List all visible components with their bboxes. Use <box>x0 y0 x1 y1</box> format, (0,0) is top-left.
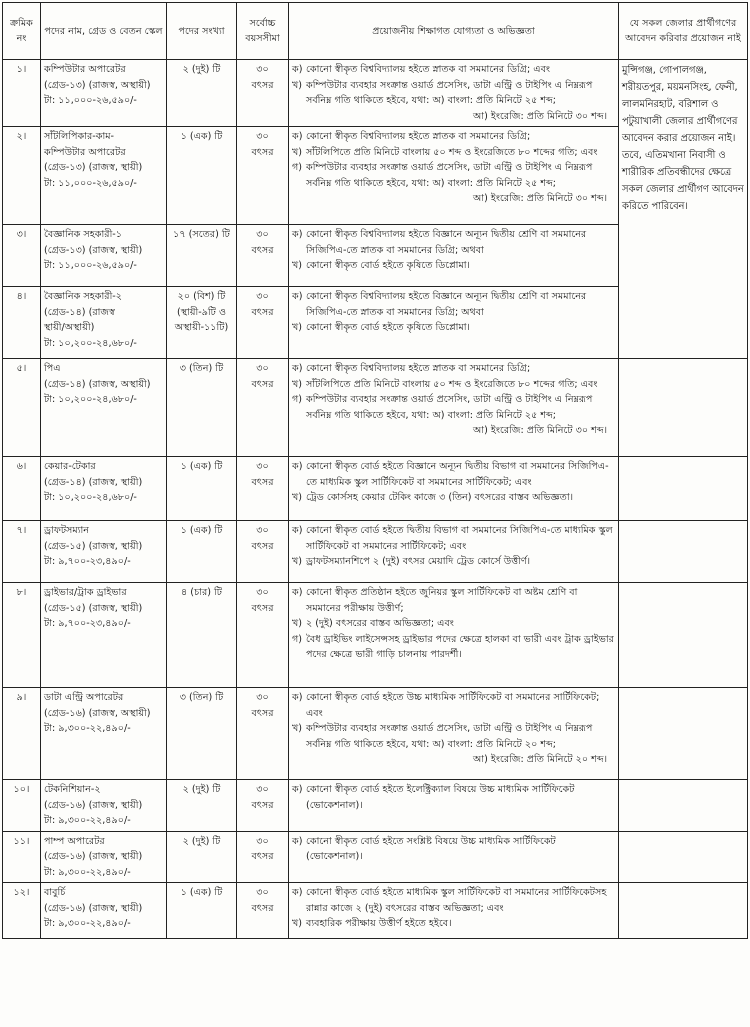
district-note-cell: মুন্সিগঞ্জ, গোপালগঞ্জ, শরীয়তপুর, ময়মনসিংহ, ফেনী, লালমনিরহাট, বরিশাল ও পটুয়াখালী জেলার প্রার্থীগণের আবেদন করার প্রয়োজন নাই। তবে, এতিমখানা নিবাসী ও শারীরিক প্রতিবন্ধীদের ক্ষেত্রে সকল জেলার প্রার্থীগণ আবেদন করিতে পারিবেন। <box>619 60 748 359</box>
requirement-text: ড্রাফটসম্যানশিপে ২ (দুই) বৎসর মেয়াদি ট্রেড কোর্সে উত্তীর্ণ। <box>306 556 531 567</box>
requirement-text: কোনো স্বীকৃত বোর্ড হইতে সংশ্লিষ্ট বিষয়ে উচ্চ মাধ্যমিক সার্টিফিকেট (ভোকেশনাল)। <box>306 835 556 862</box>
header-qualification: প্রয়োজনীয় শিক্ষাগত যোগ্যতা ও অভিজ্ঞতা <box>289 3 619 60</box>
post-detail: টা: ৯,৩০০-২২,৪৯০/- <box>44 815 131 826</box>
qualification-cell <box>289 780 619 832</box>
requirement-text: কম্পিউটার ব্যবহার সংক্রান্ত ওয়ার্ড প্রসেসিং, ডাটা এন্ট্রি ও টাইপিং এ নিম্নরূপ সর্বনিম্ন গতি থাকিতে হইবে, যথা: অ) বাংলা: প্রতি মিনিটে ২৫ শব্দ; <box>306 394 593 421</box>
requirement-item <box>292 721 615 752</box>
requirement-item <box>292 885 615 916</box>
requirement-marker: ক) <box>292 587 303 598</box>
age-value: ৩০ <box>256 587 269 598</box>
age-cell <box>237 287 289 359</box>
district-empty-cell <box>619 883 748 939</box>
age-value: ৩০ <box>256 229 269 240</box>
qualification-cell <box>289 883 619 939</box>
table-row <box>3 583 748 688</box>
header-post: পদের নাম, গ্রেড ও বেতন স্কেল <box>41 3 167 60</box>
requirement-marker: ক) <box>292 64 303 75</box>
post-detail: টা: ৯,৭০০-২৩,৪৯০/- <box>44 618 131 629</box>
age-unit: বৎসর <box>251 902 274 914</box>
requirement-item <box>292 490 615 506</box>
qualification-cell <box>289 287 619 359</box>
post-detail: (গ্রেড-১৪) (রাজস্ব <box>44 306 115 318</box>
serial-cell: ৫। <box>3 359 41 457</box>
post-name: টেকনিশিয়ান-২ <box>44 784 101 795</box>
table-row <box>3 60 748 127</box>
requirement-marker: গ) <box>292 162 303 173</box>
post-detail: (গ্রেড-১৬) (রাজস্ব, স্থায়ী) <box>44 902 143 914</box>
post-cell <box>41 287 167 359</box>
requirement-text: কোনো স্বীকৃত বোর্ড হইতে কৃষিতে ডিপ্লোমা। <box>306 260 470 271</box>
requirement-text: কম্পিউটার ব্যবহার সংক্রান্ত ওয়ার্ড প্রসেসিং, ডাটা এন্ট্রি ও টাইপিং এ নিম্নরূপ সর্বনিম্ন গতি থাকিতে হইবে, যথা: অ) বাংলা: প্রতি মিনিটে ২৫ শব্দ; <box>306 162 593 189</box>
post-name: কম্পিউটার অপারেটর <box>44 64 126 75</box>
serial-cell: ১। <box>3 60 41 127</box>
age-value: ৩০ <box>256 692 269 703</box>
requirement-item <box>292 258 615 274</box>
table-body <box>3 60 748 939</box>
requirement-marker: ক) <box>292 229 303 240</box>
requirement-item <box>292 554 615 570</box>
requirement-marker: খ) <box>292 492 303 503</box>
post-detail: (গ্রেড-১৪) (রাজস্ব, স্থায়ী) <box>44 476 143 488</box>
requirement-item <box>292 690 615 721</box>
district-empty-cell <box>619 521 748 583</box>
qualification-cell <box>289 359 619 457</box>
requirement-item: আ) ইংরেজি: প্রতি মিনিটে ২০ শব্দ। <box>472 754 607 765</box>
requirement-marker: খ) <box>292 378 303 390</box>
post-detail: টা: ৯,৩০০-২২,৪৯০/- <box>44 866 131 878</box>
requirement-text: কোনো স্বীকৃত বিশ্ববিদ্যালয় হইতে স্নাতক বা সমমানের ডিগ্রি; <box>306 363 531 374</box>
requirement-item <box>292 377 615 393</box>
count-cell: ১৭ (সতের) টি <box>167 225 237 287</box>
post-detail: টা: ১০,২০০-২৪,৬৮০/- <box>44 394 137 405</box>
requirement-marker: খ) <box>292 260 303 271</box>
age-value: ৩০ <box>256 291 269 302</box>
age-cell <box>237 359 289 457</box>
post-detail: (গ্রেড-১৫) (রাজস্ব, স্থায়ী) <box>44 540 143 552</box>
age-value: ৩০ <box>256 64 269 75</box>
table-row <box>3 521 748 583</box>
table-row <box>3 883 748 939</box>
serial-cell: ৮। <box>3 583 41 688</box>
table-row <box>3 457 748 521</box>
post-cell <box>41 127 167 225</box>
requirement-item <box>292 78 615 109</box>
requirement-marker: গ) <box>292 633 303 645</box>
post-name: বৈজ্ঞানিক সহকারী-১ <box>44 229 122 240</box>
count-cell: ২ (দুই) টি <box>167 60 237 127</box>
post-name: পাম্প অপারেটর <box>44 835 105 847</box>
age-unit: বৎসর <box>251 602 274 614</box>
requirement-item <box>292 62 615 78</box>
requirement-text: ২ (দুই) বৎসরের বাস্তব অভিজ্ঞতা; এবং <box>306 618 454 629</box>
post-name: বাবুর্চি <box>44 887 66 898</box>
requirement-item <box>292 916 615 932</box>
age-unit: বৎসর <box>251 707 274 719</box>
requirement-marker: খ) <box>292 79 303 91</box>
requirement-marker: ক) <box>292 291 303 302</box>
post-name: বৈজ্ঞানিক সহকারী-২ <box>44 291 123 302</box>
age-cell <box>237 883 289 939</box>
requirement-item <box>292 585 615 616</box>
district-empty-cell <box>619 831 748 883</box>
table-row <box>3 831 748 883</box>
age-unit: বৎসর <box>251 244 274 256</box>
post-name: ড্রাইভার/ট্রাক ড্রাইভার <box>44 587 127 598</box>
header-serial: ক্রমিক নং <box>3 3 41 60</box>
requirement-text: কোনো স্বীকৃত বোর্ড হইতে বিজ্ঞানে অন্যূন দ্বিতীয় বিভাগ বা সমমানের সিজিপিএ-তে মাধ্যমিক স্কুল সার্টিফিকেট বা সমমানের সার্টিফিকেট; এবং <box>306 461 609 488</box>
requirement-marker: ক) <box>292 887 303 898</box>
post-cell <box>41 521 167 583</box>
post-name: কেয়ার-টেকার <box>44 461 96 472</box>
post-detail: (গ্রেড-১৬) (রাজস্ব, স্থায়ী) <box>44 851 143 862</box>
requirement-item <box>292 129 615 145</box>
serial-cell: ৯। <box>3 688 41 780</box>
count-cell: ১ (এক) টি <box>167 883 237 939</box>
serial-cell: ৪। <box>3 287 41 359</box>
requirement-marker: খ) <box>292 723 303 734</box>
age-value: ৩০ <box>256 461 269 472</box>
requirement-marker: গ) <box>292 394 303 405</box>
age-unit: বৎসর <box>251 799 274 811</box>
post-detail: স্থায়ী/অস্থায়ী) <box>44 322 95 333</box>
qualification-cell <box>289 127 619 225</box>
age-cell <box>237 521 289 583</box>
requirement-text: কম্পিউটার ব্যবহার সংক্রান্ত ওয়ার্ড প্রসেসিং, ডাটা এন্ট্রি ও টাইপিং এ নিম্নরূপ সর্বনিম্ন গতি থাকিতে হইবে, যথা: অ) বাংলা: প্রতি মিনিটে ২০ শব্দ; <box>306 723 593 750</box>
requirement-text: কোনো স্বীকৃত বোর্ড হইতে উচ্চ মাধ্যমিক সার্টিফিকেট বা সমমানের সার্টিফিকেট; এবং <box>306 692 600 719</box>
post-cell <box>41 780 167 832</box>
requirement-item: আ) ইংরেজি: প্রতি মিনিটে ৩০ শব্দ। <box>472 193 607 204</box>
age-value: ৩০ <box>256 363 269 374</box>
age-unit: বৎসর <box>251 146 274 158</box>
requirement-marker: ক) <box>292 784 303 795</box>
table-row <box>3 688 748 780</box>
serial-cell: ১০। <box>3 780 41 832</box>
requirement-item <box>292 160 615 191</box>
post-cell <box>41 688 167 780</box>
requirement-marker: খ) <box>292 918 303 929</box>
district-empty-cell <box>619 359 748 457</box>
requirement-item <box>292 632 615 663</box>
serial-cell: ২। <box>3 127 41 225</box>
post-detail: টা: ১১,০০০-২৬,৫৯০/- <box>44 177 137 189</box>
age-cell <box>237 457 289 521</box>
count-cell: ৪ (চার) টি <box>167 583 237 688</box>
requirement-marker: ক) <box>292 131 303 142</box>
count-cell: ২ (দুই) টি <box>167 780 237 832</box>
count-cell: ১ (এক) টি <box>167 457 237 521</box>
post-detail: টা: ১০,২০০-২৪,৬৮০/- <box>44 492 137 503</box>
requirement-item <box>292 392 615 423</box>
post-detail: কম্পিউটার অপারেটর <box>44 146 126 158</box>
age-cell <box>237 688 289 780</box>
age-cell <box>237 583 289 688</box>
job-circular-table <box>2 2 748 939</box>
age-value: ৩০ <box>256 525 269 536</box>
requirement-text: কোনো স্বীকৃত বিশ্ববিদ্যালয় হইতে স্নাতক বা সমমানের ডিগ্রি; এবং <box>306 64 551 75</box>
count-cell: ১ (এক) টি <box>167 127 237 225</box>
post-name: ড্রাফটসম্যান <box>44 525 90 536</box>
requirement-item <box>292 289 615 320</box>
age-unit: বৎসর <box>251 851 274 862</box>
requirement-marker: ক) <box>292 525 303 536</box>
qualification-cell <box>289 457 619 521</box>
post-name: সাঁটলিপিকার-কাম- <box>44 131 115 142</box>
count-cell: ২ (দুই) টি <box>167 831 237 883</box>
qualification-cell <box>289 521 619 583</box>
age-unit: বৎসর <box>251 540 274 552</box>
post-detail: (গ্রেড-১৬) (রাজস্ব, অস্থায়ী) <box>44 707 151 719</box>
post-name: ডাটা এন্ট্রি অপারেটর <box>44 692 124 703</box>
requirement-text: কম্পিউটার ব্যবহার সংক্রান্ত ওয়ার্ড প্রসেসিং, ডাটা এন্ট্রি ও টাইপিং এ নিম্নরূপ সর্বনিম্ন গতি থাকিতে হইবে, যথা: অ) বাংলা: প্রতি মিনিটে ২৫ শব্দ; <box>306 79 593 106</box>
count-cell: ৩ (তিন) টি <box>167 359 237 457</box>
age-cell <box>237 225 289 287</box>
post-detail: টা: ১০,২০০-২৪,৬৮০/- <box>44 337 137 349</box>
header-age: সর্বোচ্চ বয়সসীমা <box>237 3 289 60</box>
post-detail: (গ্রেড-১৩) (রাজস্ব, অস্থায়ী) <box>44 79 151 91</box>
post-cell <box>41 359 167 457</box>
requirement-marker: খ) <box>292 618 303 629</box>
district-empty-cell <box>619 780 748 832</box>
post-cell <box>41 457 167 521</box>
count-cell: ১ (এক) টি <box>167 521 237 583</box>
requirement-marker: ক) <box>292 835 303 847</box>
requirement-text: সাঁটলিপিতে প্রতি মিনিটে বাংলায় ৫০ শব্দ ও ইংরেজিতে ৮০ শব্দের গতি; এবং <box>306 146 598 158</box>
post-detail: (গ্রেড-১৩) (রাজস্ব, স্থায়ী) <box>44 244 143 256</box>
post-detail: (গ্রেড-১৫) (রাজস্ব, স্থায়ী) <box>44 602 143 614</box>
age-value: ৩০ <box>256 784 269 795</box>
requirement-marker: ক) <box>292 692 303 703</box>
serial-cell: ১২। <box>3 883 41 939</box>
post-cell <box>41 831 167 883</box>
post-detail: (গ্রেড-১৪) (রাজস্ব, অস্থায়ী) <box>44 378 151 390</box>
qualification-cell <box>289 60 619 127</box>
requirement-item <box>292 459 615 490</box>
header-count: পদের সংখ্যা <box>167 3 237 60</box>
requirement-marker: ক) <box>292 461 303 472</box>
age-unit: বৎসর <box>251 306 274 318</box>
table-row <box>3 359 748 457</box>
requirement-text: কোনো স্বীকৃত প্রতিষ্ঠান হইতে জুনিয়র স্কুল সার্টিফিকেট বা অষ্টম শ্রেণি বা সমমানের পরীক্ষায় উত্তীর্ণ; <box>306 587 578 614</box>
age-value: ৩০ <box>256 835 269 847</box>
requirement-item <box>292 320 615 336</box>
post-detail: টা: ৯,৭০০-২৩,৪৯০/- <box>44 556 131 567</box>
age-cell <box>237 831 289 883</box>
requirement-item <box>292 523 615 554</box>
post-detail: (গ্রেড-১৩) (রাজস্ব, স্থায়ী) <box>44 162 143 173</box>
district-empty-cell <box>619 583 748 688</box>
requirement-text: কোনো স্বীকৃত বোর্ড হইতে মাধ্যমিক স্কুল সার্টিফিকেট বা সমমানের সার্টিফিকেটসহ রান্নার কাজে ২ (দুই) বৎসরের বাস্তব অভিজ্ঞতা; এবং <box>306 887 607 914</box>
requirement-item: আ) ইংরেজি: প্রতি মিনিটে ৩০ শব্দ। <box>472 110 607 122</box>
post-name: পিএ <box>44 363 61 374</box>
requirement-text: কোনো স্বীকৃত বিশ্ববিদ্যালয় হইতে বিজ্ঞানে অন্যূন দ্বিতীয় শ্রেণি বা সমমানের সিজিপিএ-তে স্নাতক বা সমমানের ডিগ্রি; অথবা <box>306 291 587 318</box>
table-row <box>3 780 748 832</box>
qualification-cell <box>289 583 619 688</box>
requirement-marker: খ) <box>292 322 303 333</box>
age-cell <box>237 127 289 225</box>
requirement-text: কোনো স্বীকৃত বিশ্ববিদ্যালয় হইতে স্নাতক বা সমমানের ডিগ্রি; <box>306 131 531 142</box>
requirement-item <box>292 782 615 813</box>
requirement-marker: খ) <box>292 146 303 158</box>
qualification-cell <box>289 688 619 780</box>
requirement-item <box>292 616 615 632</box>
post-cell <box>41 60 167 127</box>
post-detail: (গ্রেড-১৬) (রাজস্ব, স্থায়ী) <box>44 799 143 811</box>
post-detail: টা: ১১,০০০-২৬,৫৯০/- <box>44 260 137 271</box>
post-detail: টা: ১১,০০০-২৬,৫৯০/- <box>44 95 137 106</box>
age-value: ৩০ <box>256 131 269 142</box>
requirement-text: কোনো স্বীকৃত বিশ্ববিদ্যালয় হইতে বিজ্ঞানে অন্যূন দ্বিতীয় শ্রেণি বা সমমানের সিজিপিএ-তে স্নাতক বা সমমানের ডিগ্রি; অথবা <box>306 229 587 256</box>
post-cell <box>41 883 167 939</box>
post-detail: টা: ৯,৩০০-২২,৪৯০/- <box>44 723 131 734</box>
count-cell: ৩ (তিন) টি <box>167 688 237 780</box>
requirement-text: সাঁটলিপিতে প্রতি মিনিটে বাংলায় ৫০ শব্দ ও ইংরেজিতে ৮০ শব্দের গতি; এবং <box>306 378 598 390</box>
table-header-row <box>3 3 748 60</box>
district-empty-cell <box>619 688 748 780</box>
qualification-cell <box>289 225 619 287</box>
requirement-item <box>292 145 615 161</box>
requirement-marker: ক) <box>292 363 303 374</box>
requirement-text: বৈধ ড্রাইভিং লাইসেন্সসহ ড্রাইভার পদের ক্ষেত্রে হালকা বা ভারী এবং ট্রাক ড্রাইভার পদের ক্ষেত্রে ভারী গাড়ি চালনায় পারদর্শী। <box>306 633 614 660</box>
serial-cell: ৭। <box>3 521 41 583</box>
requirement-marker: খ) <box>292 556 303 567</box>
requirement-item <box>292 227 615 258</box>
post-cell <box>41 583 167 688</box>
requirement-text: কোনো স্বীকৃত বোর্ড হইতে কৃষিতে ডিপ্লোমা। <box>306 322 470 333</box>
serial-cell: ৬। <box>3 457 41 521</box>
serial-cell: ১১। <box>3 831 41 883</box>
qualification-cell <box>289 831 619 883</box>
age-value: ৩০ <box>256 887 269 898</box>
age-unit: বৎসর <box>251 378 274 390</box>
age-cell <box>237 780 289 832</box>
requirement-text: ব্যবহারিক পরীক্ষায় উত্তীর্ণ হইতে হইবে। <box>306 918 452 929</box>
requirement-text: কোনো স্বীকৃত বোর্ড হইতে ইলেক্ট্রিক্যাল বিষয়ে উচ্চ মাধ্যমিক সার্টিফিকেট (ভোকেশনাল)। <box>306 784 575 811</box>
age-unit: বৎসর <box>251 476 274 488</box>
age-unit: বৎসর <box>251 79 274 91</box>
post-cell <box>41 225 167 287</box>
requirement-item: আ) ইংরেজি: প্রতি মিনিটে ৩০ শব্দ। <box>472 425 607 436</box>
requirement-text: কোনো স্বীকৃত বোর্ড হইতে দ্বিতীয় বিভাগ বা সমমানের সিজিপিএ-তে মাধ্যমিক স্কুল সার্টিফিকেট বা সমমানের সার্টিফিকেট; এবং <box>306 525 613 552</box>
serial-cell: ৩। <box>3 225 41 287</box>
count-cell: ২০ (বিশ) টি (স্থায়ী-৯টি ও অস্থায়ী-১১টি) <box>167 287 237 359</box>
post-detail: টা: ৯,৩০০-২২,৪৯০/- <box>44 918 131 929</box>
age-cell <box>237 60 289 127</box>
requirement-item <box>292 361 615 377</box>
district-empty-cell <box>619 457 748 521</box>
requirement-item <box>292 834 615 865</box>
header-district: যে সকল জেলার প্রার্থীগণের আবেদন করিবার প্রয়োজন নাই <box>619 3 748 60</box>
requirement-text: ট্রেড কোর্সসহ কেয়ার টেকিং কাজে ৩ (তিন) বৎসরের বাস্তব অভিজ্ঞতা। <box>306 492 574 503</box>
